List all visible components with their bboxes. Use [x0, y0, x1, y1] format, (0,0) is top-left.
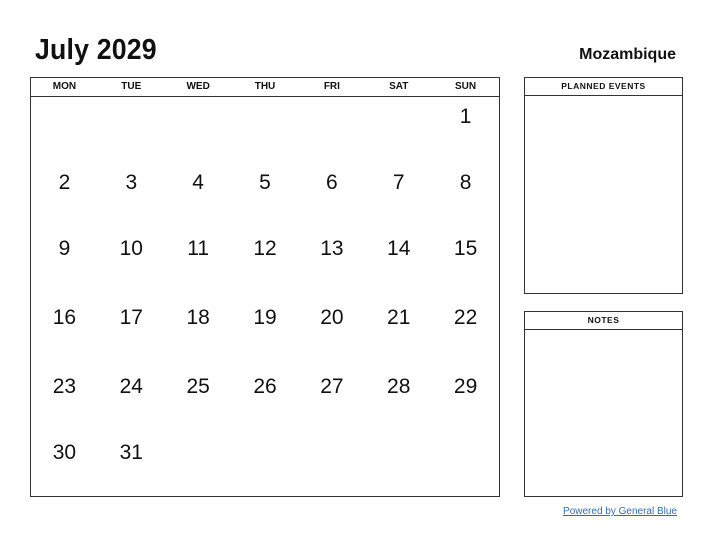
weekday-header-row: [31, 78, 499, 97]
weekday-wed: WED: [186, 81, 210, 92]
day-cell: 27: [320, 375, 344, 398]
day-cell: 19: [253, 306, 277, 329]
day-cell: 3: [125, 171, 138, 194]
day-cell: [298, 433, 365, 493]
day-cell: 20: [320, 306, 344, 329]
country-name: Mozambique: [579, 46, 676, 63]
day-cell: [98, 97, 165, 163]
day-cell: [232, 97, 299, 163]
weekday-sat: SAT: [389, 81, 409, 92]
day-cell: 26: [253, 375, 277, 398]
weekday-fri: FRI: [323, 81, 340, 92]
week-row-4: [31, 298, 499, 367]
week-row-3: [31, 229, 499, 298]
day-cell: 1: [459, 105, 472, 128]
day-cell: 10: [119, 237, 143, 260]
day-cell: [365, 97, 432, 163]
planned-events-header: PLANNED EVENTS: [525, 78, 682, 96]
day-cell: 23: [52, 375, 77, 398]
planned-events-panel: [524, 77, 683, 294]
day-cell: 30: [52, 441, 77, 464]
day-cell: 2: [58, 171, 71, 194]
day-cell: 4: [192, 171, 204, 194]
day-cell: 6: [326, 171, 338, 194]
week-row-5: [31, 367, 499, 433]
day-cell: 22: [453, 306, 478, 329]
day-cell: 16: [52, 306, 77, 329]
weekday-thu: THU: [254, 81, 276, 92]
week-row-1: [31, 97, 499, 163]
notes-header: NOTES: [525, 312, 682, 330]
day-cell: 25: [186, 375, 210, 398]
day-cell: [432, 433, 499, 493]
calendar-grid: [30, 77, 500, 497]
day-cell: [31, 97, 98, 163]
day-cell: 8: [459, 171, 472, 194]
day-cell: [165, 433, 232, 493]
day-cell: 29: [453, 375, 478, 398]
day-cell: 13: [320, 237, 344, 260]
powered-by-link[interactable]: Powered by General Blue: [563, 506, 677, 517]
day-cell: 9: [58, 237, 71, 260]
day-cell: 21: [387, 306, 411, 329]
notes-panel: [524, 311, 683, 497]
day-cell: [165, 97, 232, 163]
day-cell: 14: [387, 237, 411, 260]
week-row-2: [31, 163, 499, 229]
day-cell: 15: [453, 237, 478, 260]
day-cell: 28: [387, 375, 411, 398]
day-cell: 7: [392, 171, 405, 194]
day-cell: 18: [186, 306, 210, 329]
week-row-6: [31, 433, 499, 493]
day-cell: 24: [119, 375, 143, 398]
day-cell: [232, 433, 299, 493]
month-title: July 2029: [35, 34, 157, 66]
weekday-mon: MON: [52, 81, 77, 92]
day-cell: 5: [259, 171, 271, 194]
day-cell: 12: [253, 237, 277, 260]
day-cell: [298, 97, 365, 163]
day-cell: [365, 433, 432, 493]
weekday-sun: SUN: [455, 81, 477, 92]
day-cell: 17: [119, 306, 143, 329]
day-cell: 31: [119, 441, 143, 464]
day-cell: 11: [187, 237, 210, 260]
weekday-tue: TUE: [121, 81, 142, 92]
